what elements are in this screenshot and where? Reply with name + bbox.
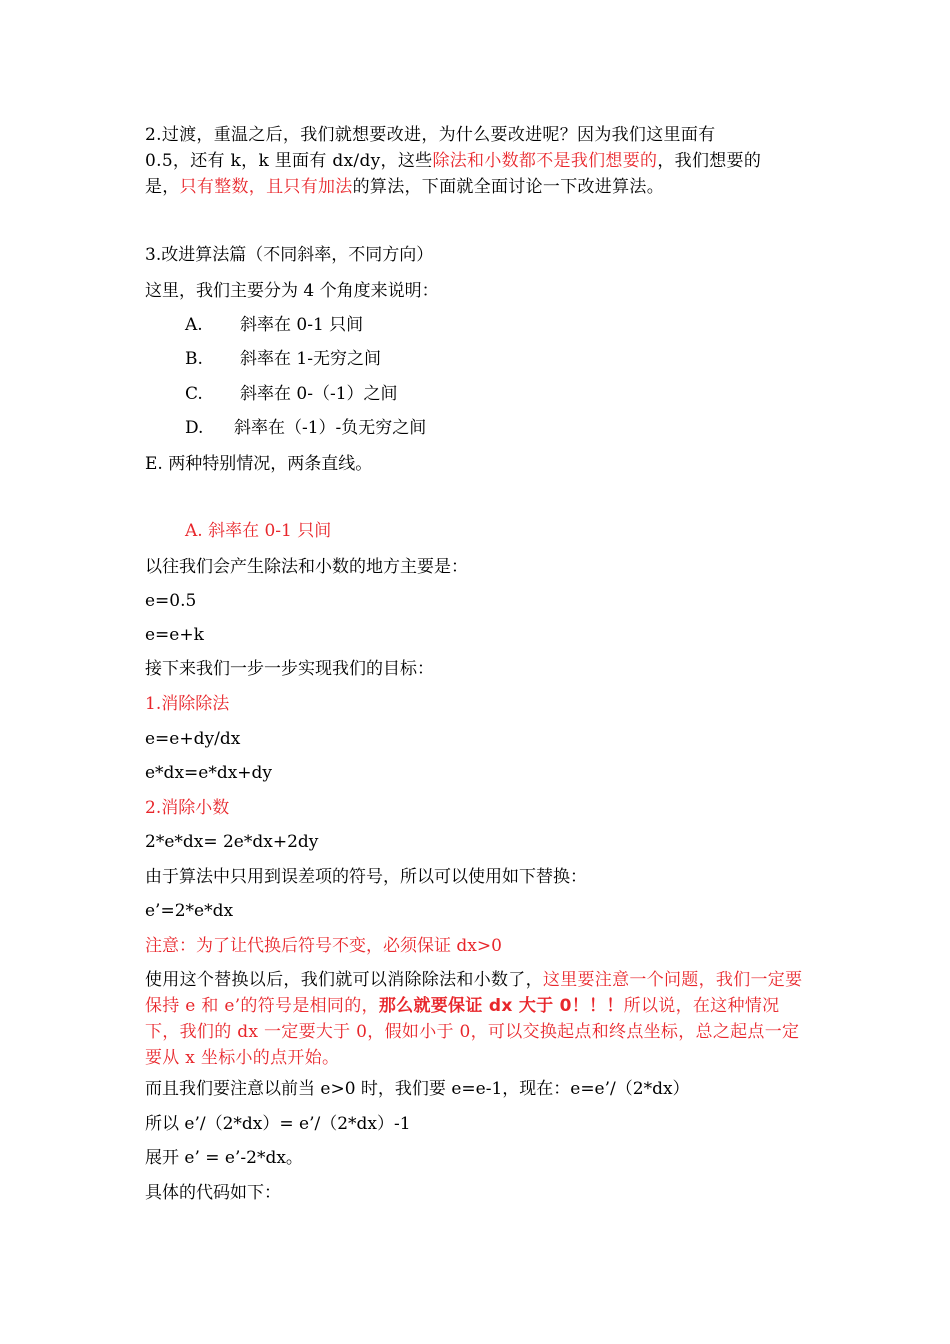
list-item-text: 斜率在 1-无穷之间 [240, 349, 381, 369]
paragraph-highlight: 这里要注意一个问题，我们一定要保持 e 和 e’的符号是相同的， [145, 970, 803, 1016]
sectionA-paragraph [145, 967, 810, 1071]
paragraph-highlight-2: 所以说，在这种情况下，我们的 dx 一定要大于 0，假如小于 0，可以交换起点和终点坐标，总之起点一定要从 x 坐标小的点开始。 [145, 996, 800, 1068]
section2-highlight-1: 除法和小数都不是我们想要的 [432, 151, 658, 171]
list-item-a [185, 313, 363, 337]
sectionA-line5: e=e+dy/dx [145, 729, 241, 749]
section3-title: 3.改进算法篇（不同斜率，不同方向） [145, 245, 434, 265]
section2-line1: 2.过渡，重温之后，我们就想要改进，为什么要改进呢？因为我们这里面有 [145, 125, 716, 145]
sectionA-line7: 2*e*dx= 2e*dx+2dy [145, 832, 319, 852]
section2-line2-end: ，我们想要的 [657, 151, 762, 171]
sectionA-line10: 而且我们要注意以前当 e>0 时，我们要 e=e-1，现在：e=e’/（2*dx） [145, 1079, 690, 1099]
list-item-b [185, 347, 381, 371]
sectionA-line8: 由于算法中只用到误差项的符号，所以可以使用如下替换： [145, 867, 587, 887]
sectionA-note: 注意：为了让代换后符号不变，必须保证 dx>0 [145, 936, 502, 956]
sectionA-line6: e*dx=e*dx+dy [145, 763, 273, 783]
list-item-label: D. [185, 418, 204, 438]
sectionA-line4: 接下来我们一步一步实现我们的目标： [145, 659, 434, 679]
section2-line3-start: 是， [145, 177, 180, 197]
sectionA-line12: 展开 e’ = e’-2*dx。 [145, 1148, 303, 1168]
list-item-text: 斜率在（-1）-负无穷之间 [234, 418, 427, 438]
sectionA-heading: A. 斜率在 0-1 只间 [185, 521, 332, 541]
section2-line2-start: 0.5，还有 k，k 里面有 dx/dy，这些 [145, 151, 433, 171]
section3-intro: 这里，我们主要分为 4 个角度来说明： [145, 281, 439, 301]
list-item-label: B. [185, 349, 203, 369]
sectionA-line1: 以往我们会产生除法和小数的地方主要是： [145, 557, 468, 577]
step2-heading: 2.消除小数 [145, 798, 230, 818]
list-item-c [185, 382, 398, 406]
step1-heading: 1.消除除法 [145, 694, 230, 714]
paragraph-emphasis: 那么就要保证 dx 大于 0！！！ [378, 996, 624, 1016]
list-item-text: 斜率在 0-1 只间 [240, 315, 364, 335]
section2-line3-end: 的算法，下面就全面讨论一下改进算法。 [352, 177, 665, 197]
section2-paragraph [145, 122, 810, 200]
list-item-e: E. 两种特别情况，两条直线。 [145, 454, 373, 474]
list-item-label: C. [185, 384, 203, 404]
list-item-label: A. [185, 315, 203, 335]
sectionA-line2: e=0.5 [145, 591, 197, 611]
sectionA-line9: e’=2*e*dx [145, 901, 234, 921]
section2-highlight-2: 只有整数，且只有加法 [179, 177, 353, 197]
paragraph-text: 使用这个替换以后，我们就可以消除除法和小数了， [145, 970, 543, 990]
sectionA-line11: 所以 e’/（2*dx）= e’/（2*dx）-1 [145, 1114, 411, 1134]
list-item-text: 斜率在 0-（-1）之间 [240, 384, 398, 404]
list-item-d [185, 416, 426, 440]
sectionA-line3: e=e+k [145, 625, 204, 645]
sectionA-line13: 具体的代码如下： [145, 1183, 281, 1203]
